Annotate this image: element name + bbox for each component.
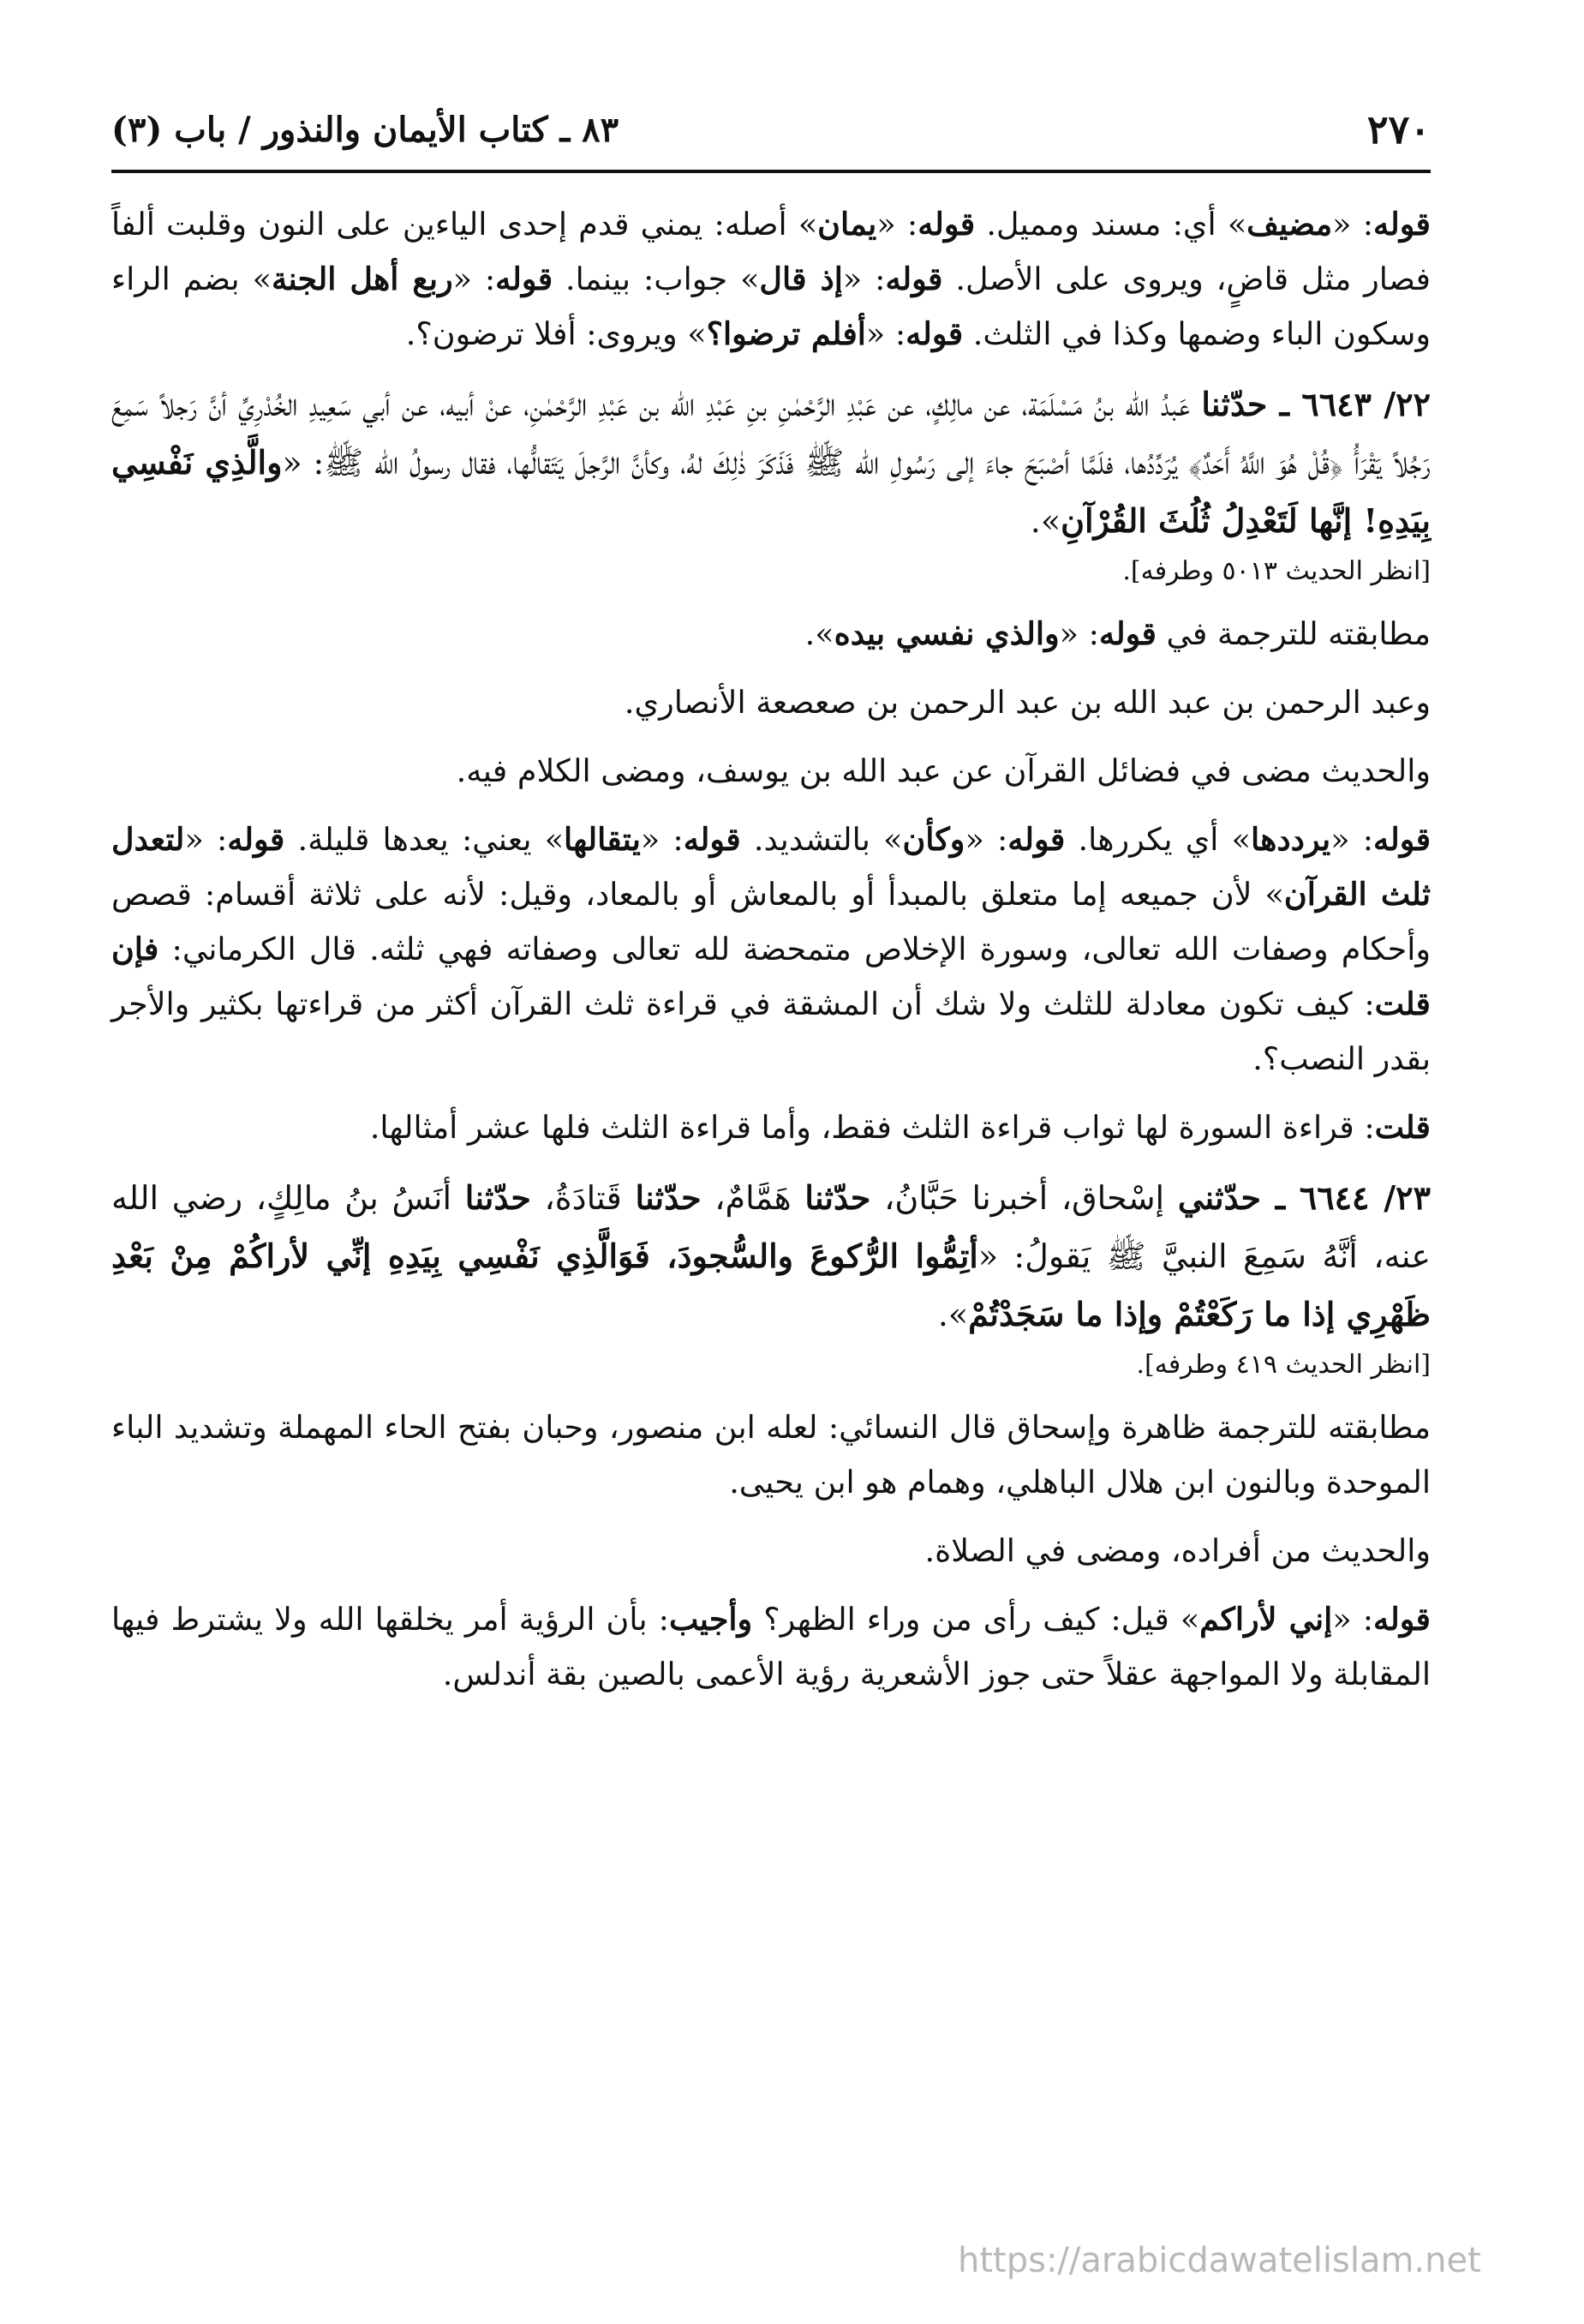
keyword-qawluhu: قوله: [1373, 821, 1432, 858]
quoted-word: مضيف: [1246, 206, 1333, 243]
keyword-qawluhu: قوله: [1373, 206, 1432, 243]
commentary-paragraph-3: وعبد الرحمن بن عبد الله بن عبد الرحمن بن صعصعة الأنصاري.: [624, 684, 1431, 721]
hadith-matn: والَّذِي نَفْسِي بِيَدِهِ! إنَّها لَتَعْدِلُ ثُلُثَ القُرْآنِ: [111, 443, 1431, 540]
commentary-paragraph-4: والحديث مضى في فضائل القرآن عن عبد الله بن يوسف، ومضى الكلام فيه.: [456, 752, 1431, 789]
keyword-qultu: قلت: [1374, 1109, 1431, 1146]
hadith-number: ٢٢/ ٦٦٤٣ ـ: [1267, 385, 1431, 423]
text-run: : «: [865, 315, 906, 352]
hadith-isnad: أنَسُ بنُ مالِكٍ، رضي الله عنه، أنَّهُ سَمِعَ النبيَّ ﷺ يَقولُ: «: [111, 1179, 1431, 1275]
hadith-6644: [111, 1169, 1431, 1344]
commentary-paragraph-6: [111, 1100, 1431, 1155]
header-divider: [111, 170, 1431, 173]
hadith-6643: [111, 375, 1431, 550]
keyword-wa-ujiba: وأجيب: [668, 1601, 753, 1638]
quoted-word: والذي نفسي بيده: [834, 615, 1060, 652]
hadith-isnad: إسْحاق، أخبرنا حَبَّانُ،: [870, 1179, 1178, 1217]
quoted-word: يتقالها: [564, 821, 641, 858]
hadith-6644-cross-reference: [انظر الحديث ٤١٩ وطرفه].: [1136, 1350, 1431, 1380]
text-run: » بضم الراء وسكون الباء وضمها وكذا في الثلث.: [111, 261, 1431, 352]
quoted-word: أفلم ترضوا؟: [706, 315, 866, 352]
keyword-qawluhu: قوله: [495, 261, 553, 297]
text-run: » أصله: يمني قدم إحدى الياءين على النون وقلبت ألفاً فصار مثل قاضٍ، ويروى على الأصل.: [111, 206, 1431, 297]
text-run: : «: [640, 821, 684, 858]
commentary-paragraph-7: مطابقته للترجمة ظاهرة وإسحاق قال النسائي: لعله ابن منصور، وحبان بفتح الحاء المهملة وتشديد الباء الموحدة وبالنون ابن هلال الباهلي، وهمام هو ابن يحيى.: [111, 1409, 1431, 1500]
quoted-word: لتعدل ثلث القرآن: [111, 821, 1431, 913]
keyword-qawluhu: قوله: [1373, 1601, 1431, 1638]
narration-term: حدّثنا: [1201, 385, 1268, 423]
commentary-paragraph-5: [111, 812, 1431, 1087]
narration-term: حدّثنا: [464, 1178, 531, 1217]
text-run: : «: [1059, 615, 1099, 652]
keyword-qawluhu: قوله: [906, 315, 964, 352]
keyword-qawluhu: قوله: [227, 821, 285, 858]
keyword-fa-in-qulta: فإن قلت: [111, 931, 1431, 1022]
quoted-word: وكأن: [902, 821, 965, 858]
quoted-word: ربع أهل الجنة: [271, 261, 453, 297]
keyword-qawluhu: قوله: [1098, 615, 1157, 652]
text-run: » بالتشديد.: [740, 821, 903, 858]
text-run: » قيل: كيف رأى من وراء الظهر؟: [752, 1601, 1200, 1638]
hadith-isnad: هَمَّامٌ،: [701, 1179, 805, 1217]
text-run: » ويروى: أفلا ترضون؟.: [405, 315, 707, 352]
text-run: : «: [965, 821, 1008, 858]
text-run: : قراءة السورة لها ثواب قراءة الثلث فقط، وأما قراءة الثلث فلها عشر أمثالها.: [369, 1109, 1375, 1146]
page-body: [111, 197, 1431, 1716]
hadith-isnad: قَتادَةُ،: [530, 1179, 636, 1217]
text-run: : «: [184, 821, 228, 858]
text-run: : «: [1332, 206, 1374, 243]
page-header: [111, 103, 1431, 165]
text-run: : «: [1330, 821, 1374, 858]
narration-term: حدّثني: [1177, 1178, 1261, 1217]
text-run: مطابقته للترجمة في: [1156, 615, 1431, 652]
commentary-paragraph-8: والحديث من أفراده، ومضى في الصلاة.: [924, 1532, 1431, 1569]
narration-term: حدّثنا: [804, 1178, 871, 1217]
text-run: » يعني: يعدها قليلة.: [284, 821, 565, 858]
keyword-qawluhu: قوله: [885, 261, 943, 297]
text-run: : كيف تكون معادلة للثلث ولا شك أن المشقة في قراءة ثلث القرآن أكثر من قراءتها بكثير والأجر بقدر النصب؟.: [111, 985, 1431, 1077]
commentary-paragraph-1: [111, 197, 1431, 362]
text-run: » لأن جميعه إما متعلق بالمبدأ أو بالمعاش أو بالمعاد، وقيل: لأنه على ثلاثة أقسام: قصص وأحكام وصفات الله تعالى، وسورة الإخلاص متمحضة لله تعالى وصفاته فهي ثلثه. قال الكرماني:: [111, 876, 1431, 967]
text-run: » جواب: بينما.: [553, 261, 760, 297]
text-run: » أي: مسند ومميل.: [975, 206, 1247, 243]
quoted-word: يرددها: [1251, 821, 1331, 858]
text-run: : «: [842, 261, 886, 297]
site-watermark: https://arabicdawatelislam.net: [958, 2241, 1481, 2280]
text-run: ».: [804, 615, 834, 652]
hadith-number: ٢٣/ ٦٦٤٤ ـ: [1260, 1178, 1431, 1217]
quoted-word: يمان: [817, 206, 877, 243]
book-page: [111, 103, 1432, 1692]
quoted-word: إذ قال: [759, 261, 843, 297]
hadith-isnad: عَبدُ الله بنُ مَسْلَمَة، عن مالِكٍ، عن عَبْدِ الرَّحْمٰنِ بنِ عَبْدِ الله بن عَبْدِ الرَّحْمٰنِ، عنْ أبيه، عن أبي سَعِيدِ الخُدْرِيِّ أنَّ رَجلاً سَمِعَ رَجُلاً يَقْرَأُ ﴿قُلْ هُوَ اللَّهُ أَحَدٌ﴾ يُرَدِّدُها، فلَمَّا أصْبَحَ جاءَ إلى رَسُولِ الله ﷺ فَذَكَرَ ذٰلِكَ لهُ، وكأنَّ الرَّجلَ يَتَقالُّها، فقال رسولُ الله ﷺ: «: [111, 386, 1432, 482]
keyword-qawluhu: قوله: [918, 206, 976, 243]
text-run: : «: [1332, 1601, 1373, 1638]
text-run: » أي يكررها.: [1065, 821, 1251, 858]
page-number: ٢٧٠: [1366, 106, 1431, 153]
keyword-qawluhu: قوله: [1007, 821, 1066, 858]
quoted-word: إني لأراكم: [1199, 1601, 1333, 1638]
narration-term: حدّثنا: [635, 1178, 702, 1217]
text-run: : «: [876, 206, 918, 243]
running-head: ٨٣ ـ كتاب الأيمان والنذور / باب (٣): [111, 110, 619, 150]
keyword-qawluhu: قوله: [683, 821, 741, 858]
hadith-6643-cross-reference: [انظر الحديث ٥٠١٣ وطرفه].: [1122, 556, 1431, 586]
hadith-matn: أتِمُّوا الرُّكوعَ والسُّجودَ، فَوَالَّذِي نَفْسِي بِيَدِهِ إنِّي لأراكُمْ مِنْ بَعْدِ ظَهْرِي إذا ما رَكَعْتُمْ وإذا ما سَجَدْتُمْ: [111, 1237, 1431, 1333]
text-run: : «: [452, 261, 496, 297]
commentary-paragraph-9: [111, 1592, 1431, 1702]
text-run: : بأن الرؤية أمر يخلقها الله ولا يشترط فيها المقابلة ولا المواجهة عقلاً حتى جوز الأشعرية رؤية الأعمى بالصين بقة أندلس.: [111, 1601, 1431, 1692]
text-run: ».: [1030, 502, 1061, 540]
commentary-paragraph-2: [111, 607, 1431, 662]
text-run: ».: [937, 1296, 969, 1333]
